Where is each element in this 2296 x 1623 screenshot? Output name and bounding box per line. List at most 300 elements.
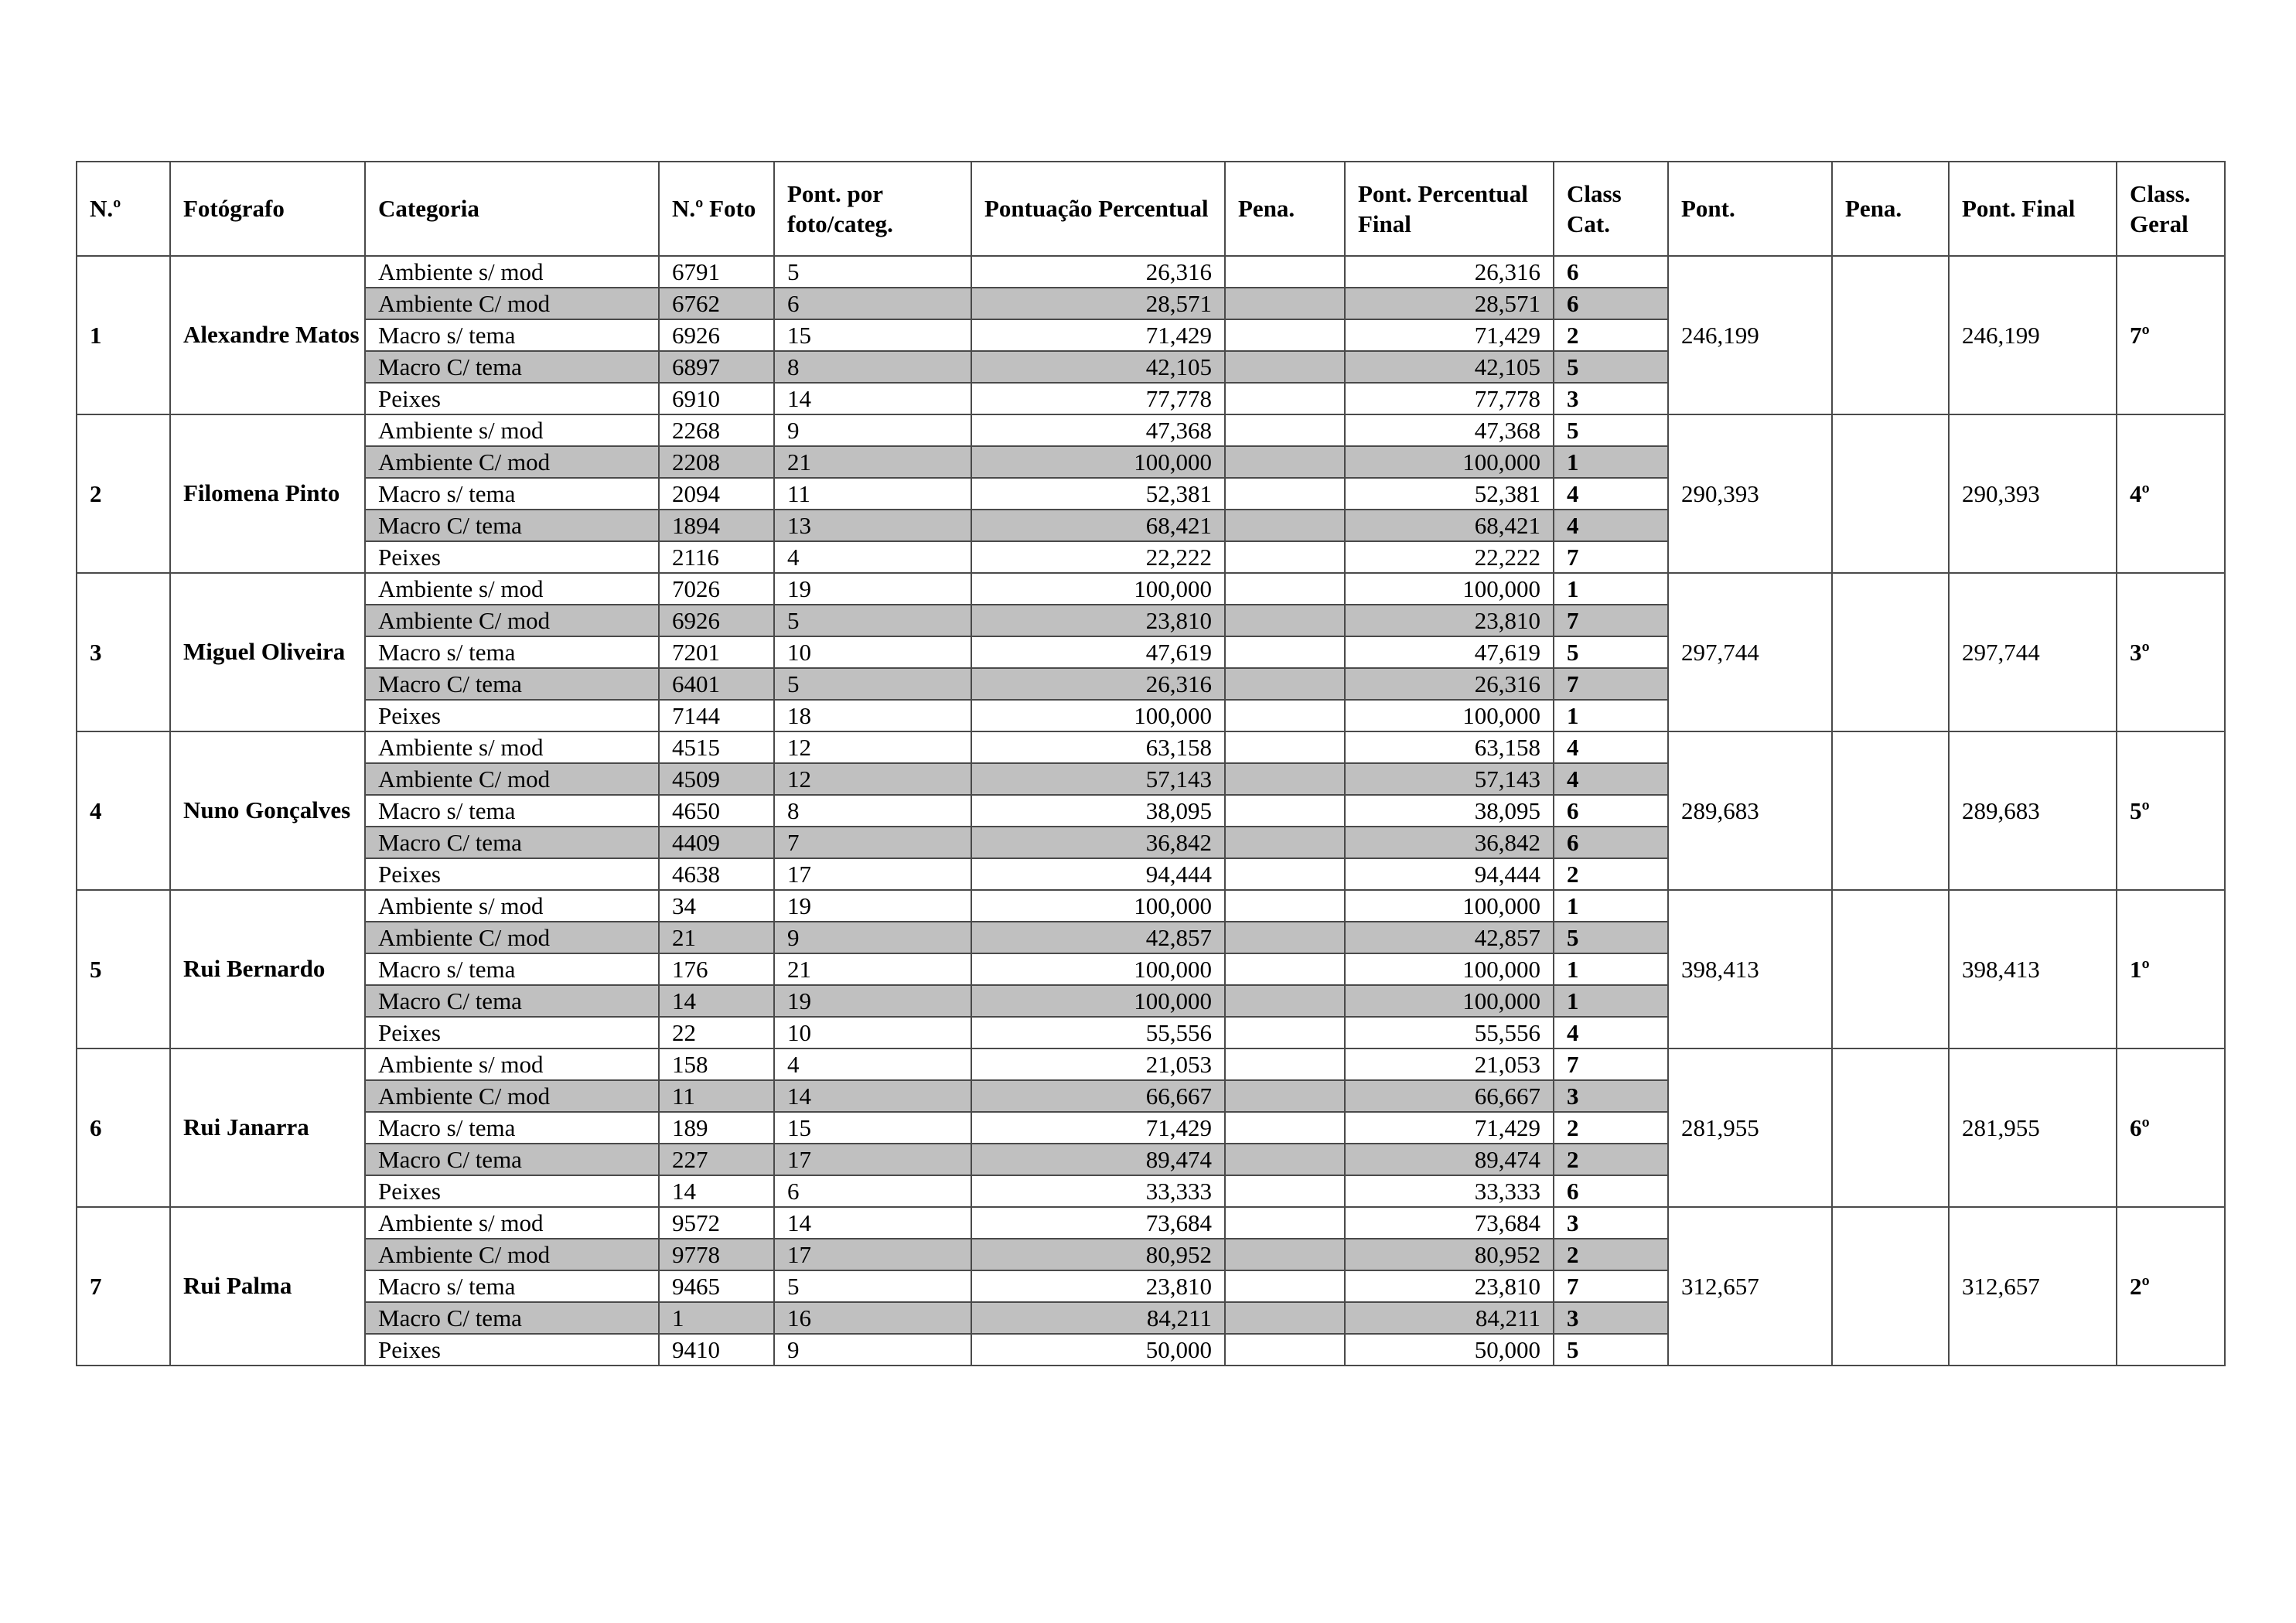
- penalty-cell: [1225, 1207, 1345, 1239]
- total-score: 290,393: [1668, 414, 1832, 573]
- category-rank-cell: 3: [1554, 383, 1668, 414]
- score-cell: 8: [774, 351, 971, 383]
- penalty-cell: [1225, 953, 1345, 985]
- category-rank-cell: 1: [1554, 985, 1668, 1017]
- total-score: 246,199: [1668, 256, 1832, 414]
- percent-score-cell: 100,000: [971, 573, 1225, 605]
- final-percent-cell: 71,429: [1345, 1112, 1554, 1144]
- percent-score-cell: 28,571: [971, 288, 1225, 319]
- score-cell: 12: [774, 763, 971, 795]
- score-cell: 5: [774, 256, 971, 288]
- overall-rank: 4º: [2117, 414, 2225, 573]
- score-cell: 15: [774, 319, 971, 351]
- score-cell: 18: [774, 700, 971, 731]
- photo-number-cell: 4409: [659, 827, 774, 858]
- penalty-cell: [1225, 351, 1345, 383]
- header-cell: Pontuação Percentual: [971, 162, 1225, 256]
- photographer-number: 4: [77, 731, 170, 890]
- photo-number-cell: 9572: [659, 1207, 774, 1239]
- final-percent-cell: 52,381: [1345, 478, 1554, 510]
- category-rank-cell: 4: [1554, 478, 1668, 510]
- photo-number-cell: 6910: [659, 383, 774, 414]
- penalty-cell: [1225, 1080, 1345, 1112]
- photo-number-cell: 9465: [659, 1270, 774, 1302]
- penalty-cell: [1225, 288, 1345, 319]
- total-score: 398,413: [1668, 890, 1832, 1048]
- penalty-cell: [1225, 985, 1345, 1017]
- final-percent-cell: 47,368: [1345, 414, 1554, 446]
- category-rank-cell: 4: [1554, 763, 1668, 795]
- penalty-cell: [1225, 827, 1345, 858]
- final-percent-cell: 50,000: [1345, 1334, 1554, 1366]
- category-rank-cell: 7: [1554, 605, 1668, 636]
- photo-number-cell: 6791: [659, 256, 774, 288]
- photo-number-cell: 7201: [659, 636, 774, 668]
- score-cell: 14: [774, 1080, 971, 1112]
- percent-score-cell: 50,000: [971, 1334, 1225, 1366]
- penalty-cell: [1225, 1239, 1345, 1270]
- percent-score-cell: 73,684: [971, 1207, 1225, 1239]
- penalty-cell: [1225, 1175, 1345, 1207]
- category-rank-cell: 1: [1554, 953, 1668, 985]
- category-cell: Macro s/ tema: [365, 953, 659, 985]
- final-percent-cell: 100,000: [1345, 446, 1554, 478]
- category-cell: Ambiente C/ mod: [365, 288, 659, 319]
- penalty-cell: [1225, 636, 1345, 668]
- percent-score-cell: 100,000: [971, 985, 1225, 1017]
- header-cell: Pont. Final: [1949, 162, 2117, 256]
- score-cell: 5: [774, 1270, 971, 1302]
- score-cell: 15: [774, 1112, 971, 1144]
- final-percent-cell: 63,158: [1345, 731, 1554, 763]
- category-rank-cell: 2: [1554, 858, 1668, 890]
- header-cell: N.º: [77, 162, 170, 256]
- photo-number-cell: 158: [659, 1048, 774, 1080]
- final-percent-cell: 36,842: [1345, 827, 1554, 858]
- score-cell: 10: [774, 636, 971, 668]
- header-cell: Class. Geral: [2117, 162, 2225, 256]
- category-cell: Macro s/ tema: [365, 1112, 659, 1144]
- final-percent-cell: 89,474: [1345, 1144, 1554, 1175]
- photo-number-cell: 7144: [659, 700, 774, 731]
- category-cell: Peixes: [365, 858, 659, 890]
- penalty-cell: [1225, 573, 1345, 605]
- header-row: [77, 162, 2225, 256]
- category-rank-cell: 5: [1554, 922, 1668, 953]
- category-rank-cell: 4: [1554, 731, 1668, 763]
- final-percent-cell: 42,857: [1345, 922, 1554, 953]
- percent-score-cell: 77,778: [971, 383, 1225, 414]
- overall-rank: 1º: [2117, 890, 2225, 1048]
- category-cell: Ambiente C/ mod: [365, 922, 659, 953]
- photo-number-cell: 6762: [659, 288, 774, 319]
- category-rank-cell: 7: [1554, 541, 1668, 573]
- photo-number-cell: 6897: [659, 351, 774, 383]
- score-cell: 21: [774, 953, 971, 985]
- category-cell: Ambiente C/ mod: [365, 763, 659, 795]
- percent-score-cell: 100,000: [971, 890, 1225, 922]
- final-percent-cell: 100,000: [1345, 700, 1554, 731]
- photo-number-cell: 4638: [659, 858, 774, 890]
- final-score: 297,744: [1949, 573, 2117, 731]
- photo-number-cell: 2094: [659, 478, 774, 510]
- category-rank-cell: 5: [1554, 636, 1668, 668]
- photo-number-cell: 2116: [659, 541, 774, 573]
- penalty-cell: [1225, 1112, 1345, 1144]
- percent-score-cell: 71,429: [971, 1112, 1225, 1144]
- percent-score-cell: 47,368: [971, 414, 1225, 446]
- final-percent-cell: 100,000: [1345, 985, 1554, 1017]
- category-cell: Macro s/ tema: [365, 319, 659, 351]
- overall-rank: 6º: [2117, 1048, 2225, 1207]
- penalty-cell: [1225, 605, 1345, 636]
- results-table: [76, 161, 2226, 1366]
- percent-score-cell: 23,810: [971, 1270, 1225, 1302]
- final-percent-cell: 26,316: [1345, 256, 1554, 288]
- category-rank-cell: 7: [1554, 1048, 1668, 1080]
- category-rank-cell: 3: [1554, 1207, 1668, 1239]
- final-score: 398,413: [1949, 890, 2117, 1048]
- photo-number-cell: 11: [659, 1080, 774, 1112]
- category-rank-cell: 3: [1554, 1080, 1668, 1112]
- penalty-cell: [1225, 319, 1345, 351]
- final-percent-cell: 77,778: [1345, 383, 1554, 414]
- percent-score-cell: 71,429: [971, 319, 1225, 351]
- total-penalty: [1832, 573, 1949, 731]
- photo-number-cell: 1: [659, 1302, 774, 1334]
- category-rank-cell: 2: [1554, 1144, 1668, 1175]
- final-percent-cell: 68,421: [1345, 510, 1554, 541]
- category-cell: Macro s/ tema: [365, 795, 659, 827]
- penalty-cell: [1225, 890, 1345, 922]
- percent-score-cell: 47,619: [971, 636, 1225, 668]
- category-cell: Ambiente s/ mod: [365, 1207, 659, 1239]
- percent-score-cell: 100,000: [971, 446, 1225, 478]
- final-percent-cell: 38,095: [1345, 795, 1554, 827]
- category-cell: Peixes: [365, 383, 659, 414]
- percent-score-cell: 38,095: [971, 795, 1225, 827]
- score-cell: 6: [774, 1175, 971, 1207]
- penalty-cell: [1225, 1334, 1345, 1366]
- final-percent-cell: 42,105: [1345, 351, 1554, 383]
- score-cell: 19: [774, 573, 971, 605]
- header-cell: Categoria: [365, 162, 659, 256]
- table-row: [77, 414, 2225, 446]
- score-cell: 17: [774, 858, 971, 890]
- penalty-cell: [1225, 700, 1345, 731]
- total-penalty: [1832, 1048, 1949, 1207]
- photo-number-cell: 227: [659, 1144, 774, 1175]
- category-cell: Macro C/ tema: [365, 510, 659, 541]
- photo-number-cell: 2268: [659, 414, 774, 446]
- table-row: [77, 256, 2225, 288]
- percent-score-cell: 26,316: [971, 668, 1225, 700]
- category-rank-cell: 2: [1554, 1112, 1668, 1144]
- category-rank-cell: 1: [1554, 573, 1668, 605]
- penalty-cell: [1225, 414, 1345, 446]
- percent-score-cell: 21,053: [971, 1048, 1225, 1080]
- score-cell: 16: [774, 1302, 971, 1334]
- category-cell: Ambiente C/ mod: [365, 1080, 659, 1112]
- final-percent-cell: 80,952: [1345, 1239, 1554, 1270]
- overall-rank: 7º: [2117, 256, 2225, 414]
- category-cell: Macro C/ tema: [365, 1144, 659, 1175]
- percent-score-cell: 33,333: [971, 1175, 1225, 1207]
- photo-number-cell: 1894: [659, 510, 774, 541]
- category-rank-cell: 1: [1554, 700, 1668, 731]
- total-penalty: [1832, 731, 1949, 890]
- photographer-name: Nuno Gonçalves: [170, 731, 365, 890]
- percent-score-cell: 42,857: [971, 922, 1225, 953]
- final-percent-cell: 22,222: [1345, 541, 1554, 573]
- penalty-cell: [1225, 858, 1345, 890]
- score-cell: 4: [774, 541, 971, 573]
- final-percent-cell: 94,444: [1345, 858, 1554, 890]
- photo-number-cell: 2208: [659, 446, 774, 478]
- photo-number-cell: 4650: [659, 795, 774, 827]
- score-cell: 21: [774, 446, 971, 478]
- penalty-cell: [1225, 541, 1345, 573]
- score-cell: 13: [774, 510, 971, 541]
- category-rank-cell: 5: [1554, 351, 1668, 383]
- score-cell: 17: [774, 1144, 971, 1175]
- header-cell: Fotógrafo: [170, 162, 365, 256]
- table-row: [77, 731, 2225, 763]
- category-cell: Ambiente s/ mod: [365, 731, 659, 763]
- score-cell: 17: [774, 1239, 971, 1270]
- category-cell: Ambiente C/ mod: [365, 446, 659, 478]
- percent-score-cell: 42,105: [971, 351, 1225, 383]
- percent-score-cell: 23,810: [971, 605, 1225, 636]
- score-cell: 8: [774, 795, 971, 827]
- category-cell: Macro C/ tema: [365, 1302, 659, 1334]
- photographer-name: Rui Bernardo: [170, 890, 365, 1048]
- overall-rank: 5º: [2117, 731, 2225, 890]
- photo-number-cell: 6926: [659, 605, 774, 636]
- percent-score-cell: 100,000: [971, 953, 1225, 985]
- final-percent-cell: 100,000: [1345, 890, 1554, 922]
- category-rank-cell: 1: [1554, 890, 1668, 922]
- score-cell: 14: [774, 1207, 971, 1239]
- final-percent-cell: 100,000: [1345, 953, 1554, 985]
- photo-number-cell: 6401: [659, 668, 774, 700]
- penalty-cell: [1225, 1302, 1345, 1334]
- category-cell: Ambiente s/ mod: [365, 890, 659, 922]
- photographer-name: Rui Palma: [170, 1207, 365, 1366]
- total-penalty: [1832, 1207, 1949, 1366]
- photo-number-cell: 21: [659, 922, 774, 953]
- category-rank-cell: 6: [1554, 795, 1668, 827]
- overall-rank: 2º: [2117, 1207, 2225, 1366]
- photo-number-cell: 9410: [659, 1334, 774, 1366]
- category-rank-cell: 1: [1554, 446, 1668, 478]
- category-cell: Peixes: [365, 1334, 659, 1366]
- score-cell: 5: [774, 668, 971, 700]
- category-rank-cell: 2: [1554, 1239, 1668, 1270]
- percent-score-cell: 26,316: [971, 256, 1225, 288]
- category-cell: Ambiente C/ mod: [365, 605, 659, 636]
- penalty-cell: [1225, 668, 1345, 700]
- category-cell: Macro C/ tema: [365, 351, 659, 383]
- category-rank-cell: 3: [1554, 1302, 1668, 1334]
- score-cell: 7: [774, 827, 971, 858]
- penalty-cell: [1225, 1017, 1345, 1048]
- category-cell: Peixes: [365, 1175, 659, 1207]
- category-rank-cell: 6: [1554, 827, 1668, 858]
- category-cell: Macro s/ tema: [365, 636, 659, 668]
- final-percent-cell: 100,000: [1345, 573, 1554, 605]
- final-percent-cell: 21,053: [1345, 1048, 1554, 1080]
- penalty-cell: [1225, 446, 1345, 478]
- penalty-cell: [1225, 1144, 1345, 1175]
- score-cell: 14: [774, 383, 971, 414]
- score-cell: 19: [774, 890, 971, 922]
- photographer-name: Rui Janarra: [170, 1048, 365, 1207]
- category-rank-cell: 6: [1554, 288, 1668, 319]
- final-percent-cell: 66,667: [1345, 1080, 1554, 1112]
- percent-score-cell: 63,158: [971, 731, 1225, 763]
- score-cell: 4: [774, 1048, 971, 1080]
- percent-score-cell: 36,842: [971, 827, 1225, 858]
- percent-score-cell: 68,421: [971, 510, 1225, 541]
- final-score: 281,955: [1949, 1048, 2117, 1207]
- photo-number-cell: 6926: [659, 319, 774, 351]
- final-percent-cell: 84,211: [1345, 1302, 1554, 1334]
- photo-number-cell: 189: [659, 1112, 774, 1144]
- category-cell: Ambiente s/ mod: [365, 256, 659, 288]
- final-score: 290,393: [1949, 414, 2117, 573]
- category-cell: Macro C/ tema: [365, 668, 659, 700]
- penalty-cell: [1225, 922, 1345, 953]
- header-cell: Class Cat.: [1554, 162, 1668, 256]
- percent-score-cell: 100,000: [971, 700, 1225, 731]
- total-penalty: [1832, 890, 1949, 1048]
- photo-number-cell: 4515: [659, 731, 774, 763]
- final-percent-cell: 73,684: [1345, 1207, 1554, 1239]
- photographer-name: Alexandre Matos: [170, 256, 365, 414]
- category-cell: Macro s/ tema: [365, 478, 659, 510]
- photo-number-cell: 9778: [659, 1239, 774, 1270]
- percent-score-cell: 55,556: [971, 1017, 1225, 1048]
- final-percent-cell: 47,619: [1345, 636, 1554, 668]
- category-cell: Macro s/ tema: [365, 1270, 659, 1302]
- final-percent-cell: 23,810: [1345, 1270, 1554, 1302]
- score-cell: 5: [774, 605, 971, 636]
- penalty-cell: [1225, 256, 1345, 288]
- final-percent-cell: 23,810: [1345, 605, 1554, 636]
- percent-score-cell: 52,381: [971, 478, 1225, 510]
- photographer-number: 3: [77, 573, 170, 731]
- photo-number-cell: 14: [659, 1175, 774, 1207]
- total-score: 281,955: [1668, 1048, 1832, 1207]
- penalty-cell: [1225, 478, 1345, 510]
- overall-rank: 3º: [2117, 573, 2225, 731]
- table-row: [77, 890, 2225, 922]
- percent-score-cell: 84,211: [971, 1302, 1225, 1334]
- score-cell: 19: [774, 985, 971, 1017]
- penalty-cell: [1225, 763, 1345, 795]
- photo-number-cell: 34: [659, 890, 774, 922]
- photo-number-cell: 14: [659, 985, 774, 1017]
- header-cell: Pena.: [1832, 162, 1949, 256]
- photographer-number: 1: [77, 256, 170, 414]
- header-cell: Pont. Percentual Final: [1345, 162, 1554, 256]
- percent-score-cell: 66,667: [971, 1080, 1225, 1112]
- score-cell: 9: [774, 922, 971, 953]
- category-rank-cell: 7: [1554, 668, 1668, 700]
- percent-score-cell: 22,222: [971, 541, 1225, 573]
- penalty-cell: [1225, 731, 1345, 763]
- header-cell: N.º Foto: [659, 162, 774, 256]
- photo-number-cell: 176: [659, 953, 774, 985]
- final-score: 246,199: [1949, 256, 2117, 414]
- category-cell: Ambiente s/ mod: [365, 414, 659, 446]
- header-cell: Pont.: [1668, 162, 1832, 256]
- category-cell: Peixes: [365, 541, 659, 573]
- category-rank-cell: 5: [1554, 1334, 1668, 1366]
- total-penalty: [1832, 414, 1949, 573]
- penalty-cell: [1225, 795, 1345, 827]
- total-penalty: [1832, 256, 1949, 414]
- total-score: 297,744: [1668, 573, 1832, 731]
- final-percent-cell: 33,333: [1345, 1175, 1554, 1207]
- final-score: 289,683: [1949, 731, 2117, 890]
- photo-number-cell: 22: [659, 1017, 774, 1048]
- percent-score-cell: 57,143: [971, 763, 1225, 795]
- final-percent-cell: 28,571: [1345, 288, 1554, 319]
- photo-number-cell: 7026: [659, 573, 774, 605]
- score-cell: 9: [774, 1334, 971, 1366]
- category-rank-cell: 4: [1554, 1017, 1668, 1048]
- results-body: [77, 256, 2225, 1366]
- penalty-cell: [1225, 510, 1345, 541]
- score-cell: 11: [774, 478, 971, 510]
- category-rank-cell: 4: [1554, 510, 1668, 541]
- score-cell: 9: [774, 414, 971, 446]
- total-score: 289,683: [1668, 731, 1832, 890]
- final-percent-cell: 71,429: [1345, 319, 1554, 351]
- penalty-cell: [1225, 1270, 1345, 1302]
- final-score: 312,657: [1949, 1207, 2117, 1366]
- photographer-name: Miguel Oliveira: [170, 573, 365, 731]
- total-score: 312,657: [1668, 1207, 1832, 1366]
- percent-score-cell: 89,474: [971, 1144, 1225, 1175]
- table-row: [77, 573, 2225, 605]
- penalty-cell: [1225, 1048, 1345, 1080]
- category-cell: Macro C/ tema: [365, 985, 659, 1017]
- table-row: [77, 1048, 2225, 1080]
- header-cell: Pena.: [1225, 162, 1345, 256]
- category-cell: Ambiente s/ mod: [365, 1048, 659, 1080]
- photographer-number: 2: [77, 414, 170, 573]
- header-cell: Pont. por foto/categ.: [774, 162, 971, 256]
- category-rank-cell: 2: [1554, 319, 1668, 351]
- final-percent-cell: 26,316: [1345, 668, 1554, 700]
- photo-number-cell: 4509: [659, 763, 774, 795]
- photographer-name: Filomena Pinto: [170, 414, 365, 573]
- category-cell: Ambiente s/ mod: [365, 573, 659, 605]
- category-cell: Peixes: [365, 1017, 659, 1048]
- table-row: [77, 1207, 2225, 1239]
- penalty-cell: [1225, 383, 1345, 414]
- score-cell: 6: [774, 288, 971, 319]
- photographer-number: 6: [77, 1048, 170, 1207]
- category-rank-cell: 7: [1554, 1270, 1668, 1302]
- percent-score-cell: 94,444: [971, 858, 1225, 890]
- final-percent-cell: 55,556: [1345, 1017, 1554, 1048]
- category-rank-cell: 6: [1554, 1175, 1668, 1207]
- category-rank-cell: 5: [1554, 414, 1668, 446]
